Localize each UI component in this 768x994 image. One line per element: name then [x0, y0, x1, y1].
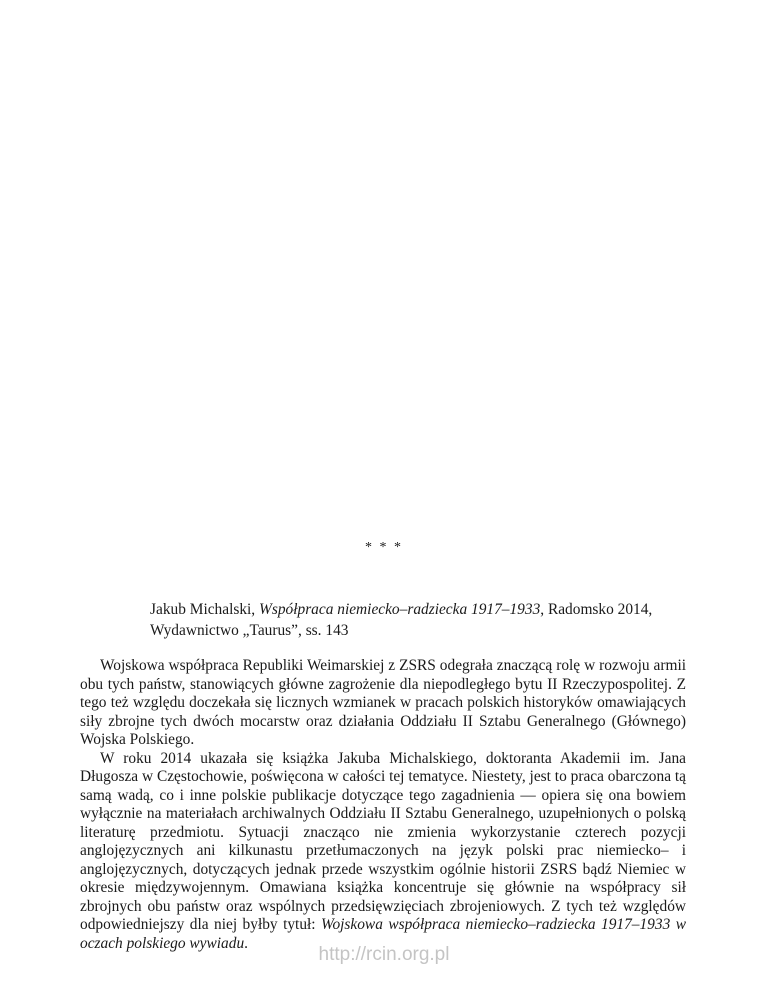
citation-publisher: Wydawnictwo „Taurus”, ss. 143 [150, 622, 349, 639]
section-separator: * * * [365, 540, 403, 555]
book-citation [150, 599, 690, 641]
paragraph-2-end: . [244, 934, 249, 952]
citation-place-year: , Radomsko 2014, [540, 601, 653, 618]
paragraph-1: Wojskowa współpraca Republiki Weimarskiej z ZSRS odegrała znaczącą rolę w rozwoju armii obu tych państw, stanowiących główne zagrożenie dla niepodległego bytu II Rzeczypospolitej. Z tego też względu doczekała się licznych wzmianek w pracach polskich historyków omawiających siły zbrojne tych dwóch mocarstw oraz działania Oddziału II Sztabu Generalnego (Głównego) Wojska Polskiego. [80, 657, 686, 748]
citation-author: Jakub Michalski, [150, 601, 260, 618]
citation-title: Współpraca niemiecko–radziecka 1917–1933 [259, 601, 541, 618]
proposed-title: Wojskowa współpraca niemiecko–radziecka 1917–1933 w oczach polskiego wywiadu [80, 916, 686, 952]
paragraph-2-text: W roku 2014 ukazała się książka Jakuba Michalskiego, doktoranta Akademii im. Jana Długosza w Częstochowie, poświęcona w całości tej tematyce. Niestety, jest to praca obarczona tą samą wadą, co i inne polskie publikacje dotyczące tego zagadnienia — opiera się ona bowiem wyłącznie na materiałach archiwalnych Oddziału II Sztabu Generalnego, uzupełnionych o polską literaturę przedmiotu. Sytuacji znacząco nie zmienia wykorzystanie czterech pozycji anglojęzycznych ani kilkunastu przetłumaczonych na język polski prac niemiecko– i anglojęzycznych, dotyczących jednak przede wszystkim ogólnie historii ZSRS bądź Niemiec w okresie międzywojennym. Omawiana książka koncentruje się głównie na współpracy sił zbrojnych obu państw oraz wspólnych przedsięwzięciach zbrojeniowych. Z tych też względów odpowiedniejszy dla niej byłby tytuł: [80, 749, 686, 933]
watermark-url: http://rcin.org.pl [318, 944, 450, 965]
paragraph-2 [80, 750, 686, 954]
review-body [80, 657, 686, 953]
